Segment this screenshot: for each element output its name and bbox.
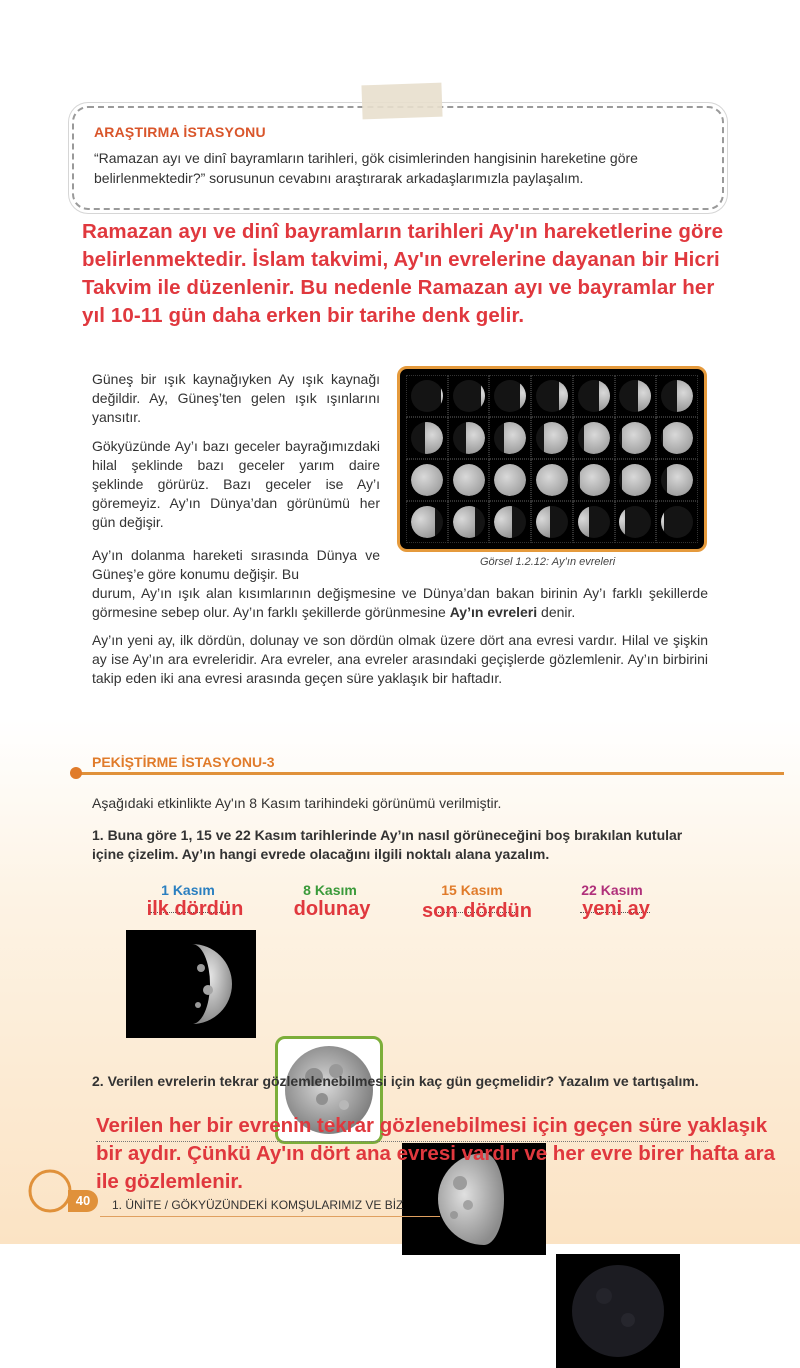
moon-phase-icon	[661, 464, 693, 496]
moon-phase-cell	[406, 501, 448, 543]
moon-phase-cell	[573, 459, 615, 501]
moon-phase-icon	[411, 422, 443, 454]
moon-phase-icon	[453, 380, 485, 412]
page-number: 40	[68, 1190, 98, 1212]
moon-phase-icon	[411, 506, 443, 538]
moon-phase-icon	[411, 464, 443, 496]
station-divider	[74, 772, 784, 775]
moon-phase-icon	[494, 464, 526, 496]
moon-phase-cell	[656, 375, 698, 417]
moon-phase-icon	[578, 380, 610, 412]
date-label-4: 22 Kasım	[581, 882, 643, 898]
footer-divider	[100, 1216, 440, 1217]
moon-phase-icon	[453, 464, 485, 496]
moon-phase-icon	[536, 506, 568, 538]
moon-phase-cell	[531, 417, 573, 459]
moon-phase-cell	[489, 501, 531, 543]
handwritten-answer-4: yeni ay	[582, 898, 650, 920]
moon-phase-cell	[531, 459, 573, 501]
moon-phase-cell	[489, 417, 531, 459]
paragraph-5: Ay’ın yeni ay, ilk dördün, dolunay ve son dördün olmak üzere dört ana evresi vardır. Hilal ve şişkin ay ise Ay’ın ara evreleridir. Ara evreler, ana evreler arasındaki geçişlerde gözlemlenir. Ay’ın birbirini takip eden iki ana evresi arasında geçen süre yaklaşık bir haftadır.	[92, 632, 708, 686]
handwritten-answer-q2: Verilen her bir evrenin tekrar gözlenebilmesi için geçen süre yaklaşık bir aydır. Çünkü Ay'ın dört ana evresi vardır ve her evre birer hafta ara ile gözlemlenir.	[96, 1114, 775, 1193]
moon-phases-photo	[397, 366, 707, 552]
moon-phase-icon	[578, 422, 610, 454]
moon-phase-icon	[661, 422, 693, 454]
station-dot-icon	[70, 767, 82, 779]
moon-phase-icon	[619, 506, 651, 538]
research-text: “Ramazan ayı ve dinî bayramların tarihleri, gök cisimlerinden hangisinin hareketine göre belirlenmektedir?” sorusunun cevabını araştırarak arkadaşlarımızla paylaşalım.	[94, 150, 638, 186]
moon-phase-icon	[619, 422, 651, 454]
station-title: PEKİŞTİRME İSTASYONU-3	[92, 754, 275, 770]
moon-phase-icon	[578, 506, 610, 538]
moon-phase-cell	[406, 459, 448, 501]
paragraph-3: Ay’ın dolanma hareketi sırasında Dünya ve Güneş’e göre konumu değişir. Bu	[92, 547, 380, 582]
handwritten-answer-3: son dördün	[422, 900, 532, 922]
moon-phase-icon	[536, 422, 568, 454]
moon-phase-cell	[406, 417, 448, 459]
moon-phase-cell	[656, 417, 698, 459]
moon-phase-icon	[536, 464, 568, 496]
moon-phase-cell	[656, 459, 698, 501]
photo-caption: Görsel 1.2.12: Ay’ın evreleri	[480, 556, 616, 568]
question-1: 1. Buna göre 1, 15 ve 22 Kasım tarihlerinde Ay’ın nasıl görüneceğini boş bırakılan kutular içine çizelim. Ay’ın hangi evrede olacağını ilgili noktalı alana yazalım.	[92, 827, 683, 862]
moon-phase-cell	[406, 375, 448, 417]
moon-phase-cell	[573, 375, 615, 417]
moon-phase-cell	[656, 501, 698, 543]
moon-phase-cell	[531, 375, 573, 417]
moon-phase-cell	[489, 459, 531, 501]
moon-box-4-new-moon	[556, 1254, 680, 1368]
moon-phase-icon	[453, 506, 485, 538]
question-2: 2. Verilen evrelerin tekrar gözlemlenebilmesi için kaç gün geçmelidir? Yazalım ve tartışalım.	[92, 1073, 699, 1089]
moon-phase-cell	[448, 375, 490, 417]
moon-phase-cell	[531, 501, 573, 543]
paragraph-2: Gökyüzünde Ay’ı bazı geceler bayrağımızdaki hilal şeklinde bazı geceler yarım daire şeklinde görürüz. Bazı geceler ise Ay’ı göremeyiz. Ay’ın Dünya’dan görünümü her gün değişir.	[92, 438, 380, 530]
moon-phase-icon	[619, 380, 651, 412]
handwritten-answer-2: dolunay	[293, 898, 371, 920]
term-moon-phases: Ay’ın evreleri	[449, 604, 538, 620]
date-label-1: 1 Kasım	[161, 882, 215, 898]
moon-phase-icon	[536, 380, 568, 412]
tape-decoration	[361, 83, 442, 120]
moon-phase-cell	[448, 417, 490, 459]
station-intro: Aşağıdaki etkinlikte Ay'ın 8 Kasım tarihindeki görünümü verilmiştir.	[92, 795, 502, 811]
paragraph-4: durum, Ay’ın ışık alan kısımlarının değişmesine ve Dünya’dan bakan birinin Ay’ı farklı şekillerde görmesine sebep olur. Ay’ın farklı şekillerde görünmesine Ay’ın evreleri denir.	[92, 585, 708, 620]
moon-box-1-first-quarter	[126, 930, 256, 1038]
moon-phase-icon	[578, 464, 610, 496]
moon-phase-cell	[573, 501, 615, 543]
moon-phase-icon	[619, 464, 651, 496]
moon-phase-icon	[453, 422, 485, 454]
moon-phase-icon	[494, 422, 526, 454]
moon-phase-cell	[573, 417, 615, 459]
moon-phase-cell	[615, 417, 657, 459]
moon-phase-cell	[489, 375, 531, 417]
date-label-2: 8 Kasım	[303, 882, 357, 898]
date-label-3: 15 Kasım	[441, 882, 503, 898]
moon-phase-icon	[661, 506, 693, 538]
moon-phase-icon	[494, 506, 526, 538]
paragraph-1: Güneş bir ışık kaynağıyken Ay ışık kaynağı değildir. Ay, Güneş’ten gelen ışık ışınlarını yansıtır.	[92, 371, 380, 425]
handwritten-answer-1: ilk dördün	[146, 898, 244, 920]
moon-phase-icon	[494, 380, 526, 412]
moon-phase-cell	[615, 459, 657, 501]
moon-phase-cell	[615, 375, 657, 417]
moon-phase-icon	[411, 380, 443, 412]
footer-unit-title: 1. ÜNİTE / GÖKYÜZÜNDEKİ KOMŞULARIMIZ VE BİZ	[112, 1198, 404, 1212]
handwritten-answer-research: Ramazan ayı ve dinî bayramların tarihleri Ay'ın hareketlerine göre belirlenmektedir. İslam takvimi, Ay'ın evrelerine dayanan bir Hicri Takvim ile düzenlenir. Bu nedenle Ramazan ayı ve bayramlar her yıl 10-11 gün daha erken bir tarihe denk gelir.	[82, 220, 724, 327]
moon-phase-cell	[615, 501, 657, 543]
moon-phase-icon	[661, 380, 693, 412]
moon-phase-cell	[448, 501, 490, 543]
moon-phase-cell	[448, 459, 490, 501]
research-title: ARAŞTIRMA İSTASYONU	[94, 124, 266, 140]
